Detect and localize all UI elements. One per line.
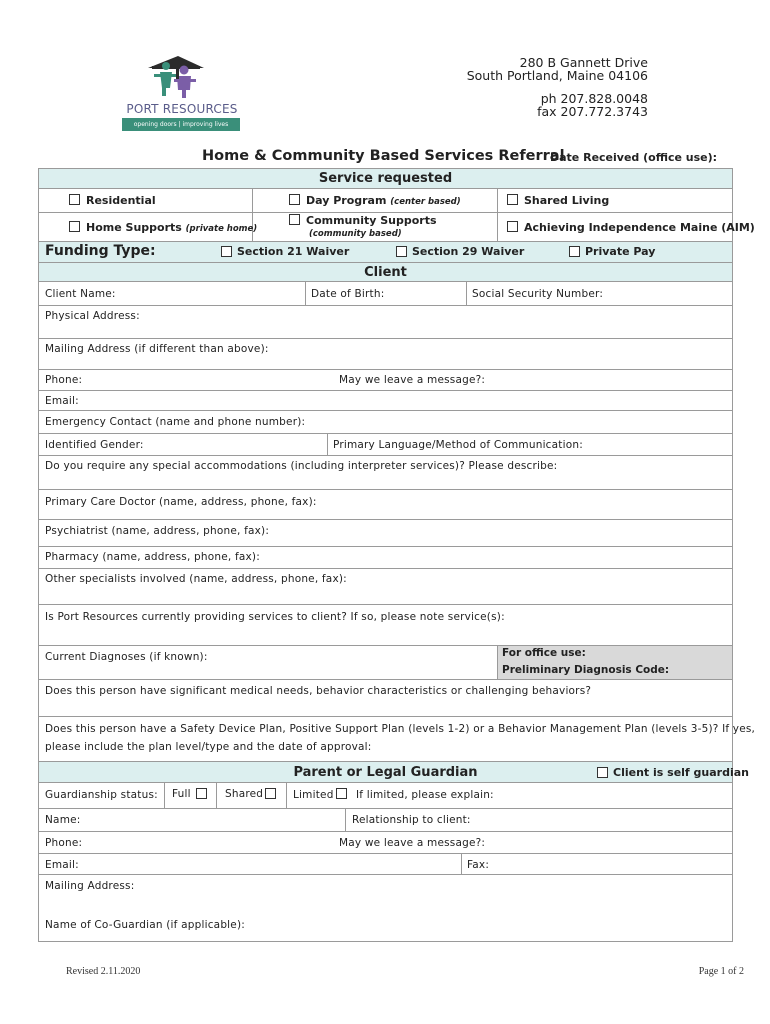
residential-label: Residential	[86, 194, 156, 207]
home-supports-note: (private home)	[185, 224, 258, 234]
shared-living-checkbox[interactable]	[507, 194, 518, 205]
accommodations-row	[39, 455, 732, 489]
divider	[164, 783, 165, 808]
self-guardian-checkbox[interactable]	[597, 767, 608, 778]
page-number: Page 1 of 2	[698, 966, 744, 977]
funding-type-label: Funding Type:	[45, 243, 156, 259]
address-line-1: 280 B Gannett Drive	[519, 55, 648, 70]
port-resources-logo	[120, 52, 242, 137]
divider	[216, 783, 217, 808]
full-checkbox[interactable]	[196, 788, 207, 799]
limited-label: Limited	[293, 789, 334, 801]
guardian-email-label: Email:	[45, 859, 79, 871]
divider	[497, 189, 498, 244]
port-services-row	[39, 604, 732, 645]
form-title: Home & Community Based Services Referral	[202, 148, 565, 164]
divider	[39, 212, 732, 213]
emergency-contact-row	[39, 410, 732, 433]
self-guardian-label: Client is self guardian	[613, 766, 749, 779]
guardian-phone-label: Phone:	[45, 837, 83, 849]
client-name-row	[39, 282, 732, 305]
email-row	[39, 390, 732, 410]
guardian-header	[39, 761, 749, 783]
residential-checkbox[interactable]	[69, 194, 80, 205]
guardianship-status-label: Guardianship status:	[45, 789, 158, 801]
private-pay-label: Private Pay	[585, 245, 656, 258]
pharmacy-label: Pharmacy (name, address, phone, fax):	[45, 551, 260, 563]
guardian-phone-row	[39, 831, 732, 853]
psychiatrist-row	[39, 519, 732, 546]
home-supports-checkbox[interactable]	[69, 221, 80, 232]
section29-checkbox[interactable]	[396, 246, 407, 257]
mailing-address-row	[39, 338, 732, 369]
emergency-contact-label: Emergency Contact (name and phone number):	[45, 416, 306, 428]
limited-explain-label: If limited, please explain:	[356, 789, 494, 801]
office-use-label: For office use:	[502, 647, 586, 659]
day-program-text: Day Program	[306, 194, 387, 207]
specialists-label: Other specialists involved (name, address, phone, fax):	[45, 573, 347, 585]
section21-label: Section 21 Waiver	[237, 245, 350, 258]
day-program-checkbox[interactable]	[289, 194, 300, 205]
leave-message-label: May we leave a message?:	[339, 374, 486, 386]
limited-checkbox[interactable]	[336, 788, 347, 799]
aim-label: Achieving Independence Maine (AIM)	[524, 221, 755, 234]
port-services-label: Is Port Resources currently providing services to client? If so, please note service(s):	[45, 611, 505, 623]
relationship-label: Relationship to client:	[352, 814, 471, 826]
guardian-email-row	[39, 853, 732, 874]
guardian-name-row	[39, 808, 732, 831]
address-block	[467, 56, 648, 82]
guardian-title: Parent or Legal Guardian	[293, 765, 478, 780]
service-requested-header	[39, 169, 732, 189]
shared-living-label: Shared Living	[524, 194, 610, 207]
revised-date: Revised 2.11.2020	[66, 966, 141, 977]
guardian-name-label: Name:	[45, 814, 81, 826]
divider	[252, 189, 253, 244]
guardian-mailing-row	[39, 874, 732, 914]
address-line-2: South Portland, Maine 04106	[466, 68, 648, 83]
guardian-message-label: May we leave a message?:	[339, 837, 486, 849]
email-label: Email:	[45, 395, 79, 407]
phone-number: ph 207.828.0048	[540, 91, 648, 106]
divider	[327, 434, 328, 456]
referral-form	[38, 168, 756, 942]
guardianship-status-row	[39, 783, 732, 808]
specialists-row	[39, 568, 732, 604]
day-program-label	[306, 194, 461, 207]
physical-address-label: Physical Address:	[45, 310, 140, 322]
coguardian-label: Name of Co-Guardian (if applicable):	[45, 919, 245, 931]
language-label: Primary Language/Method of Communication:	[333, 439, 583, 451]
psychiatrist-label: Psychiatrist (name, address, phone, fax):	[45, 525, 270, 537]
prelim-code-label: Preliminary Diagnosis Code:	[502, 664, 670, 676]
date-received-label: Date Received (office use):	[550, 151, 718, 164]
divider	[305, 282, 306, 305]
private-pay-checkbox[interactable]	[569, 246, 580, 257]
guardian-fax-label: Fax:	[467, 859, 490, 871]
client-header	[39, 262, 732, 282]
office-use-box	[497, 646, 732, 679]
shared-checkbox[interactable]	[265, 788, 276, 799]
fax-number: fax 207.772.3743	[537, 104, 648, 119]
client-title: Client	[364, 265, 407, 280]
gender-row	[39, 433, 732, 455]
safety-plan-label-line2: please include the plan level/type and the date of approval:	[45, 741, 372, 753]
safety-plan-row	[39, 716, 756, 761]
ssn-label: Social Security Number:	[472, 288, 604, 300]
medical-needs-label: Does this person have significant medical needs, behavior characteristics or challenging behaviors?	[45, 685, 592, 697]
divider	[345, 809, 346, 832]
house-figures-icon	[120, 52, 242, 102]
community-supports-checkbox[interactable]	[289, 214, 300, 225]
diagnoses-label: Current Diagnoses (if known):	[45, 651, 208, 663]
shared-label: Shared	[225, 788, 264, 800]
diagnoses-row	[39, 645, 732, 679]
funding-row	[39, 241, 732, 262]
phone-row	[39, 369, 732, 390]
logo-tagline: opening doors | improving lives	[122, 118, 240, 131]
medical-needs-row	[39, 679, 732, 716]
pharmacy-row	[39, 546, 732, 568]
guardian-mailing-label: Mailing Address:	[45, 880, 135, 892]
full-label: Full	[172, 788, 191, 800]
section29-label: Section 29 Waiver	[412, 245, 525, 258]
pcp-row	[39, 489, 732, 519]
client-name-label: Client Name:	[45, 288, 116, 300]
physical-address-row	[39, 305, 732, 338]
section21-checkbox[interactable]	[221, 246, 232, 257]
divider	[461, 854, 462, 875]
gender-label: Identified Gender:	[45, 439, 144, 451]
home-supports-text: Home Supports	[86, 221, 182, 234]
divider	[497, 646, 498, 680]
dob-label: Date of Birth:	[311, 288, 385, 300]
aim-checkbox[interactable]	[507, 221, 518, 232]
home-supports-label	[86, 221, 257, 234]
accommodations-label: Do you require any special accommodations (including interpreter services)? Please describe:	[45, 460, 558, 472]
divider	[466, 282, 467, 305]
pcp-label: Primary Care Doctor (name, address, phone, fax):	[45, 496, 317, 508]
contact-block	[537, 92, 648, 118]
logo-name: PORT RESOURCES	[126, 102, 238, 116]
mailing-address-label: Mailing Address (if different than above):	[45, 343, 269, 355]
divider	[286, 783, 287, 808]
community-supports-label: Community Supports	[306, 214, 437, 227]
coguardian-row	[39, 914, 732, 941]
community-supports-note: (community based)	[309, 229, 402, 239]
phone-label: Phone:	[45, 374, 83, 386]
safety-plan-label-line1: Does this person have a Safety Device Plan, Positive Support Plan (levels 1-2) or a Behavior Management Plan (levels 3-5)? If yes,	[45, 723, 756, 735]
day-program-note: (center based)	[390, 197, 461, 207]
service-requested-title: Service requested	[318, 171, 453, 186]
